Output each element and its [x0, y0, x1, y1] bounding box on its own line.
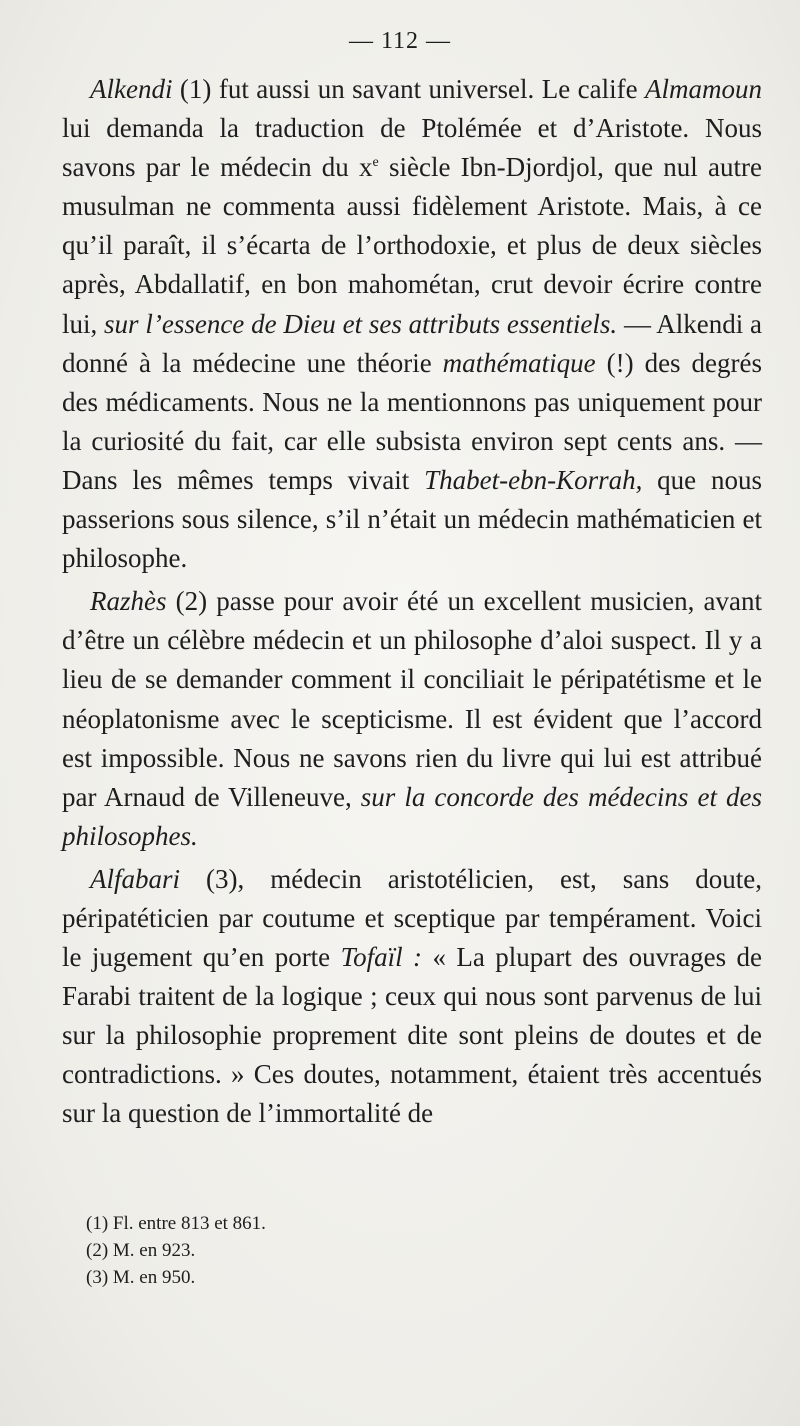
text-run: (3), médecin aristotélicien, est, sans doute, péripatéticien par coutume et sceptique par tempérament. Voici le jugement qu’en porte	[62, 863, 762, 973]
text-run: Almamoun	[645, 74, 762, 104]
text-run: mathématique	[442, 347, 596, 378]
body-text	[62, 70, 762, 1134]
page-number: — 112 —	[348, 28, 452, 54]
text-run: lui demanda la traduction de Ptolémée et d’Aristote. Nous savons par le médecin du x	[62, 113, 762, 183]
text-run: (!) des degrés des médicaments. Nous ne la mentionnons pas uniquement pour la curiosité du fait, car elle subsista environ sept cents ans. — Dans les mêmes temps vivait	[62, 347, 762, 495]
footnote-3: (3) M. en 950.	[86, 1267, 196, 1288]
footnote-2: (2) M. en 923.	[86, 1240, 196, 1261]
paragraph-razhes	[62, 582, 762, 856]
text-run: Tofaïl :	[340, 942, 423, 973]
text-run: Alkendi	[90, 74, 173, 104]
text-run: que nous passerions sous silence, s’il n’était un médecin mathématicien et philosophe.	[62, 464, 762, 574]
text-run: (1) fut aussi un savant universel. Le calife	[172, 74, 645, 104]
text-run: (2) passe pour avoir été un excellent musicien, avant d’être un célèbre médecin et un philosophe d’aloi suspect. Il y a lieu de se demander comment il conciliait le péripatétisme et le néoplatonisme avec le scepticisme. Il est évident que l’accord est impossible. Nous ne savons rien du livre qui lui est attribué par Arnaud de Villeneuve,	[62, 586, 762, 812]
text-run: sur la concorde des médecins et des philosophes.	[62, 781, 762, 851]
text-run: « La plupart des ouvrages de Farabi traitent de la logique ; ceux qui nous sont parvenus de lui sur la philosophie proprement dite sont pleins de doutes et de contradictions. » Ces doutes, notamment, étaient très accentués sur la question de l’immortalité de	[62, 942, 762, 1129]
text-run: — Alkendi a donné à la médecine une théorie	[62, 308, 762, 378]
paragraph-alkendi	[62, 70, 762, 578]
superscript: e	[372, 155, 379, 171]
footnote-1: (1) Fl. entre 813 et 861.	[86, 1213, 266, 1234]
text-run: Alfabari	[90, 863, 181, 894]
text-run: siècle Ibn-Djordjol, que nul autre musulman ne commenta aussi fidèlement Aristote. Mais, à ce qu’il paraît, il s’écarta de l’orthodoxie, et plus de deux siècles après, Abdallatif, en bon mahométan, crut devoir écrire contre lui,	[62, 152, 762, 339]
paragraph-alfabari	[62, 860, 762, 1134]
footnotes	[86, 1210, 686, 1291]
text-run: Razhès	[90, 586, 167, 617]
text-run: Thabet-ebn-Korrah,	[424, 464, 643, 495]
text-run: sur l’essence de Dieu et ses attributs essentiels.	[104, 308, 618, 339]
